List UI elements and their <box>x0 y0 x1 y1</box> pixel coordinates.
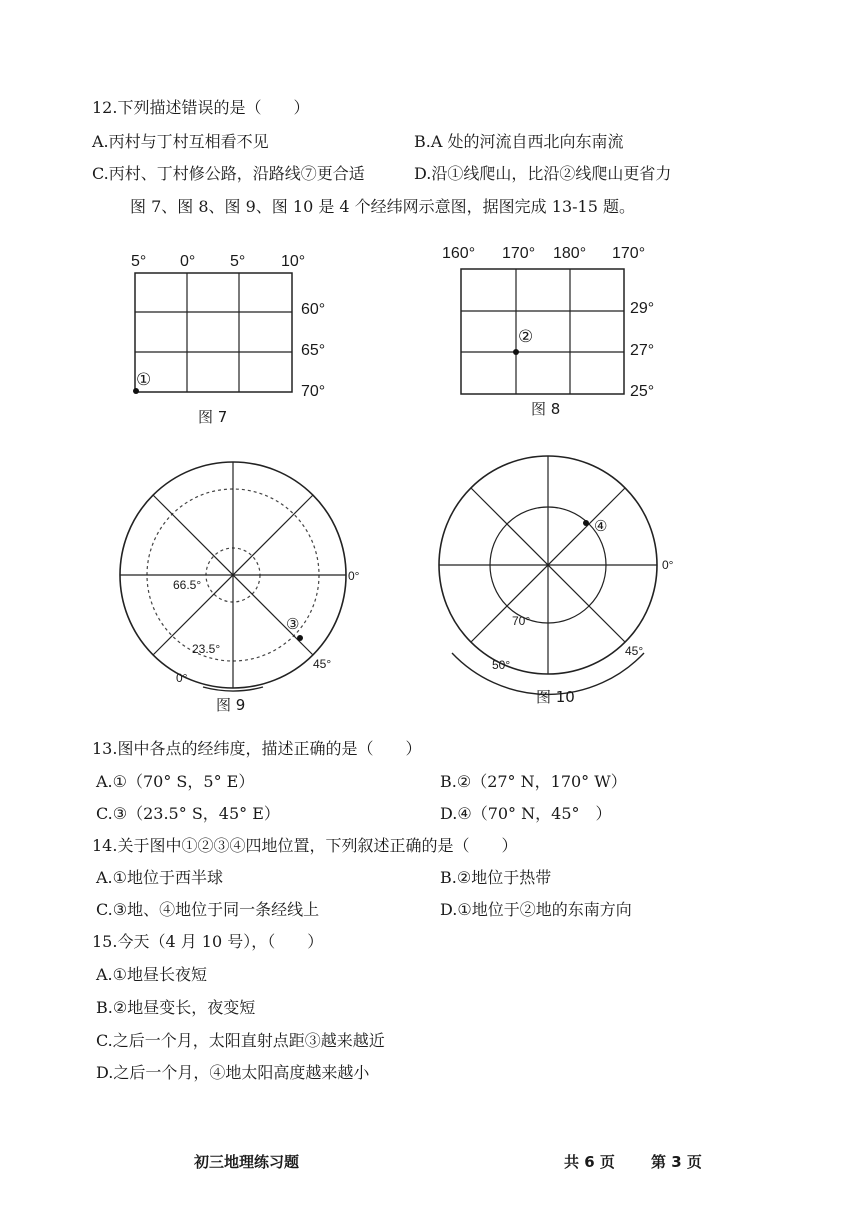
q13-option-a: A.①（70° S，5° E） <box>96 772 255 791</box>
fig8-right-label-1: 29° <box>630 300 655 317</box>
q12-option-a: A.丙村与丁村互相看不见 <box>92 132 269 151</box>
fig9-label-45: 45° <box>313 657 332 671</box>
q12-option-c: C.丙村、丁村修公路，沿路线⑦更合适 <box>92 164 365 183</box>
fig8-top-label-3: 180° <box>553 245 587 262</box>
fig10-caption: 图 10 <box>536 688 575 706</box>
fig7-top-label-3: 5° <box>230 253 246 270</box>
fig8-top-label-1: 160° <box>442 245 476 262</box>
fig10-label-70: 70° <box>512 614 531 628</box>
fig9-label-235: 23.5° <box>192 642 221 656</box>
q12-stem: 12.下列描述错误的是（ ） <box>92 98 310 117</box>
fig9-point-3: ③ <box>286 616 300 633</box>
q13-option-b: B.②（27° N，170° W） <box>440 772 627 791</box>
fig8-right-label-3: 25° <box>630 383 655 400</box>
q15-option-d: D.之后一个月，④地太阳高度越来越小 <box>96 1063 370 1082</box>
q12-option-d: D.沿①线爬山，比沿②线爬山更省力 <box>414 164 672 183</box>
fig8-top-label-4: 170° <box>612 245 646 262</box>
fig10-label-50: 50° <box>492 658 511 672</box>
fig8-point-2: ② <box>518 327 534 346</box>
fig7-point-1: ① <box>136 370 152 389</box>
fig7-right-label-1: 60° <box>301 301 326 318</box>
fig7-top-label-2: 0° <box>180 253 196 270</box>
fig10-point-4: ④ <box>594 518 608 535</box>
fig7-right-label-3: 70° <box>301 383 326 400</box>
footer-total-pages: 共 6 页 <box>564 1153 615 1171</box>
q13-option-c: C.③（23.5° S，45° E） <box>96 804 280 823</box>
fig7-top-label-1: 5° <box>131 253 147 270</box>
q14-option-c: C.③地、④地位于同一条经线上 <box>96 900 320 919</box>
q12-option-b: B.A 处的河流自西北向东南流 <box>414 132 624 151</box>
q15-stem: 15.今天（4 月 10 号），（ ） <box>92 932 324 951</box>
fig8-top-label-2: 170° <box>502 245 536 262</box>
q14-stem: 14.关于图中①②③④四地位置，下列叙述正确的是（ ） <box>92 836 518 855</box>
fig7-top-label-4: 10° <box>281 253 306 270</box>
fig7-right-label-2: 65° <box>301 342 326 359</box>
fig9-label-0-right: 0° <box>348 569 360 583</box>
q13-stem: 13.图中各点的经纬度，描述正确的是（ ） <box>92 739 422 758</box>
fig9-label-0-bottom: 0° <box>176 671 188 685</box>
fig10-label-0: 0° <box>662 558 674 572</box>
fig10-label-45: 45° <box>625 644 644 658</box>
q14-option-d: D.①地位于②地的东南方向 <box>440 900 632 919</box>
footer-page-number: 第 3 页 <box>651 1153 702 1171</box>
q15-option-a: A.①地昼长夜短 <box>96 965 207 984</box>
fig9-label-665: 66.5° <box>173 578 202 592</box>
q15-option-c: C.之后一个月，太阳直射点距③越来越近 <box>96 1031 385 1050</box>
q14-option-b: B.②地位于热带 <box>440 868 552 887</box>
q15-option-b: B.②地昼变长，夜变短 <box>96 998 256 1017</box>
fig8-caption: 图 8 <box>531 400 561 418</box>
fig9-caption: 图 9 <box>216 696 246 714</box>
figures-intro: 图 7、图 8、图 9、图 10 是 4 个经纬网示意图，据图完成 13-15 题。 <box>130 197 635 216</box>
q14-option-a: A.①地位于西半球 <box>96 868 223 887</box>
q13-option-d: D.④（70° N，45° ） <box>440 804 612 823</box>
fig7-caption: 图 7 <box>198 408 228 426</box>
footer-title: 初三地理练习题 <box>194 1153 300 1171</box>
fig8-right-label-2: 27° <box>630 342 655 359</box>
